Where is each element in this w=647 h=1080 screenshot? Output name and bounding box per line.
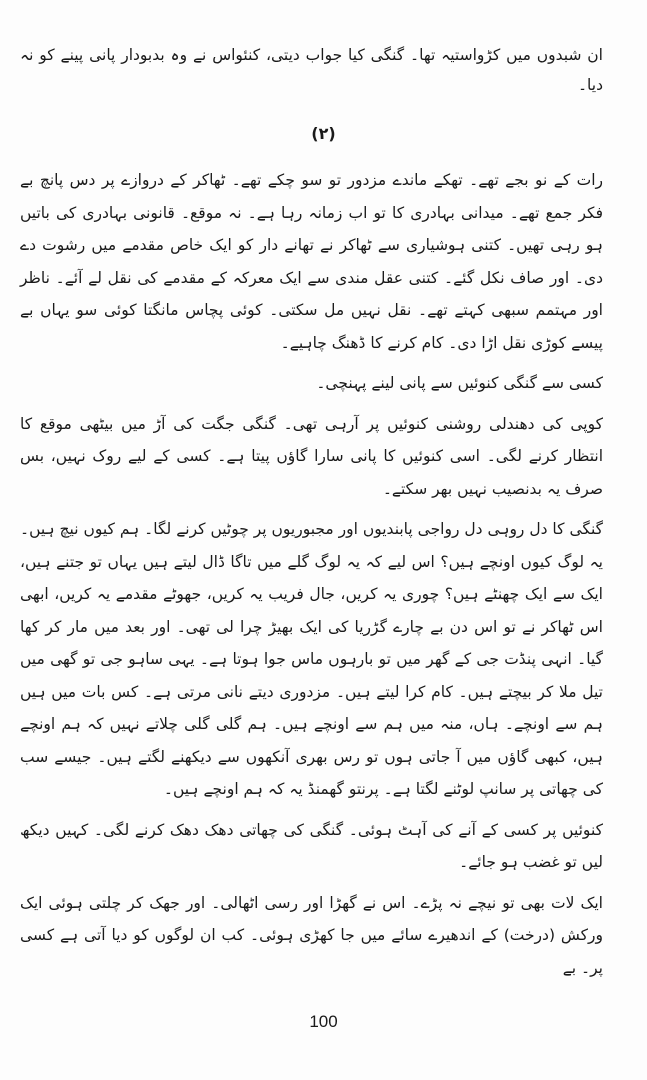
page-number: 100: [309, 1012, 338, 1031]
paragraph: کسی سے گنگی کنوئیں سے پانی لینے پہنچی۔: [316, 374, 603, 392]
paragraph: ایک لات بھی تو نیچے نہ پڑے۔ اس نے گھڑا اور رسی اٹھالی۔ اور جھک کر چلتی ہوئی ایک ورکش (درخت) کے اندھیرے سائے میں جا کھڑی ہوئی۔ کب ان لوگوں کو دیا آتی ہے کسی پر۔ بے: [20, 893, 603, 977]
intro-paragraph: ان شبدوں میں کڑواستیہ تھا۔ گنگی کیا جواب دیتی، کنئواس نے وہ بدبودار پانی پینے کو نہ دیا۔: [20, 46, 603, 94]
section-heading: (۲): [311, 124, 336, 143]
paragraph: گنگی کا دل روہی دل رواجی پابندیوں اور مجبوریوں پر چوٹیں کرنے لگا۔ ہم کیوں نیچ ہیں۔ یہ لوگ کیوں اونچے ہیں؟ اس لیے کہ یہ لوگ گلے میں تاگا ڈال لیتے ہیں یہاں تو جتنے ہیں، ایک سے ایک چھنٹے ہیں؟ چوری یہ کریں، جال فریب یہ کریں، جھوٹے مقدمے یہ کریں، ابھی اس ٹھاکر نے تو اس دن بے چارے گڑریا کی ایک بھیڑ چرا لی تھی۔ اور بعد میں مار کر کھا گیا۔ انہی پنڈت جی کے گھر میں تو بارہوں ماس جوا ہوتا ہے۔ یہی ساہو جی تو گھی میں تیل ملا کر بیچتے ہیں۔ کام کرا لیتے ہیں۔ مزدوری دیتے نانی مرتی ہے۔ کس بات میں ہیں ہم سے اونچے۔ ہاں، منہ میں ہم سے اونچے ہیں۔ ہم گلی گلی چلاتے نہیں کہ ہم اونچے ہیں، کبھی گاؤں میں آ جاتی ہوں تو رس بھری آنکھوں سے دیکھنے لگتے ہیں۔ جیسے سب کی چھاتی پر سانپ لوٹنے لگتا ہے۔ پرنتو گھمنڈ یہ کہ ہم اونچے ہیں۔: [19, 520, 603, 798]
body-text: [20, 164, 603, 992]
paragraph: کنوئیں پر کسی کے آنے کی آہٹ ہوئی۔ گنگی کی چھاتی دھک دھک کرنے لگی۔ کہیں دیکھ لیں تو غضب ہو جائے۔: [20, 820, 603, 871]
paragraph: کوپی کی دھندلی روشنی کنوئیں پر آرہی تھی۔ گنگی جگت کی آڑ میں بیٹھی موقع کا انتظار کرنے لگی۔ اسی کنوئیں کا پانی سارا گاؤں پیتا ہے۔ کسی کے لیے روک نہیں، بس صرف یہ بدنصیب نہیں بھر سکتے۔: [20, 414, 603, 498]
paragraph: رات کے نو بجے تھے۔ تھکے ماندے مزدور تو سو چکے تھے۔ ٹھاکر کے دروازے پر دس پانچ بے فکر جمع تھے۔ میدانی بہادری کا تو اب زمانہ رہا ہے۔ نہ موقع۔ قانونی بہادری کی باتیں ہو رہی تھیں۔ کتنی ہوشیاری سے ٹھاکر نے تھانے دار کو ایک خاص مقدمے میں رشوت دے دی۔ اور صاف نکل گئے۔ کتنی عقل مندی سے ایک معرکہ کے مقدمے کی نقل لے آئے۔ ناظر اور مہتمم سبھی کہتے تھے۔ نقل نہیں مل سکتی۔ کوئی پچاس مانگتا کوئی سو یہاں بے پیسے کوڑی نقل اڑا دی۔ کام کرنے کا ڈھنگ چاہیے۔: [20, 171, 603, 352]
